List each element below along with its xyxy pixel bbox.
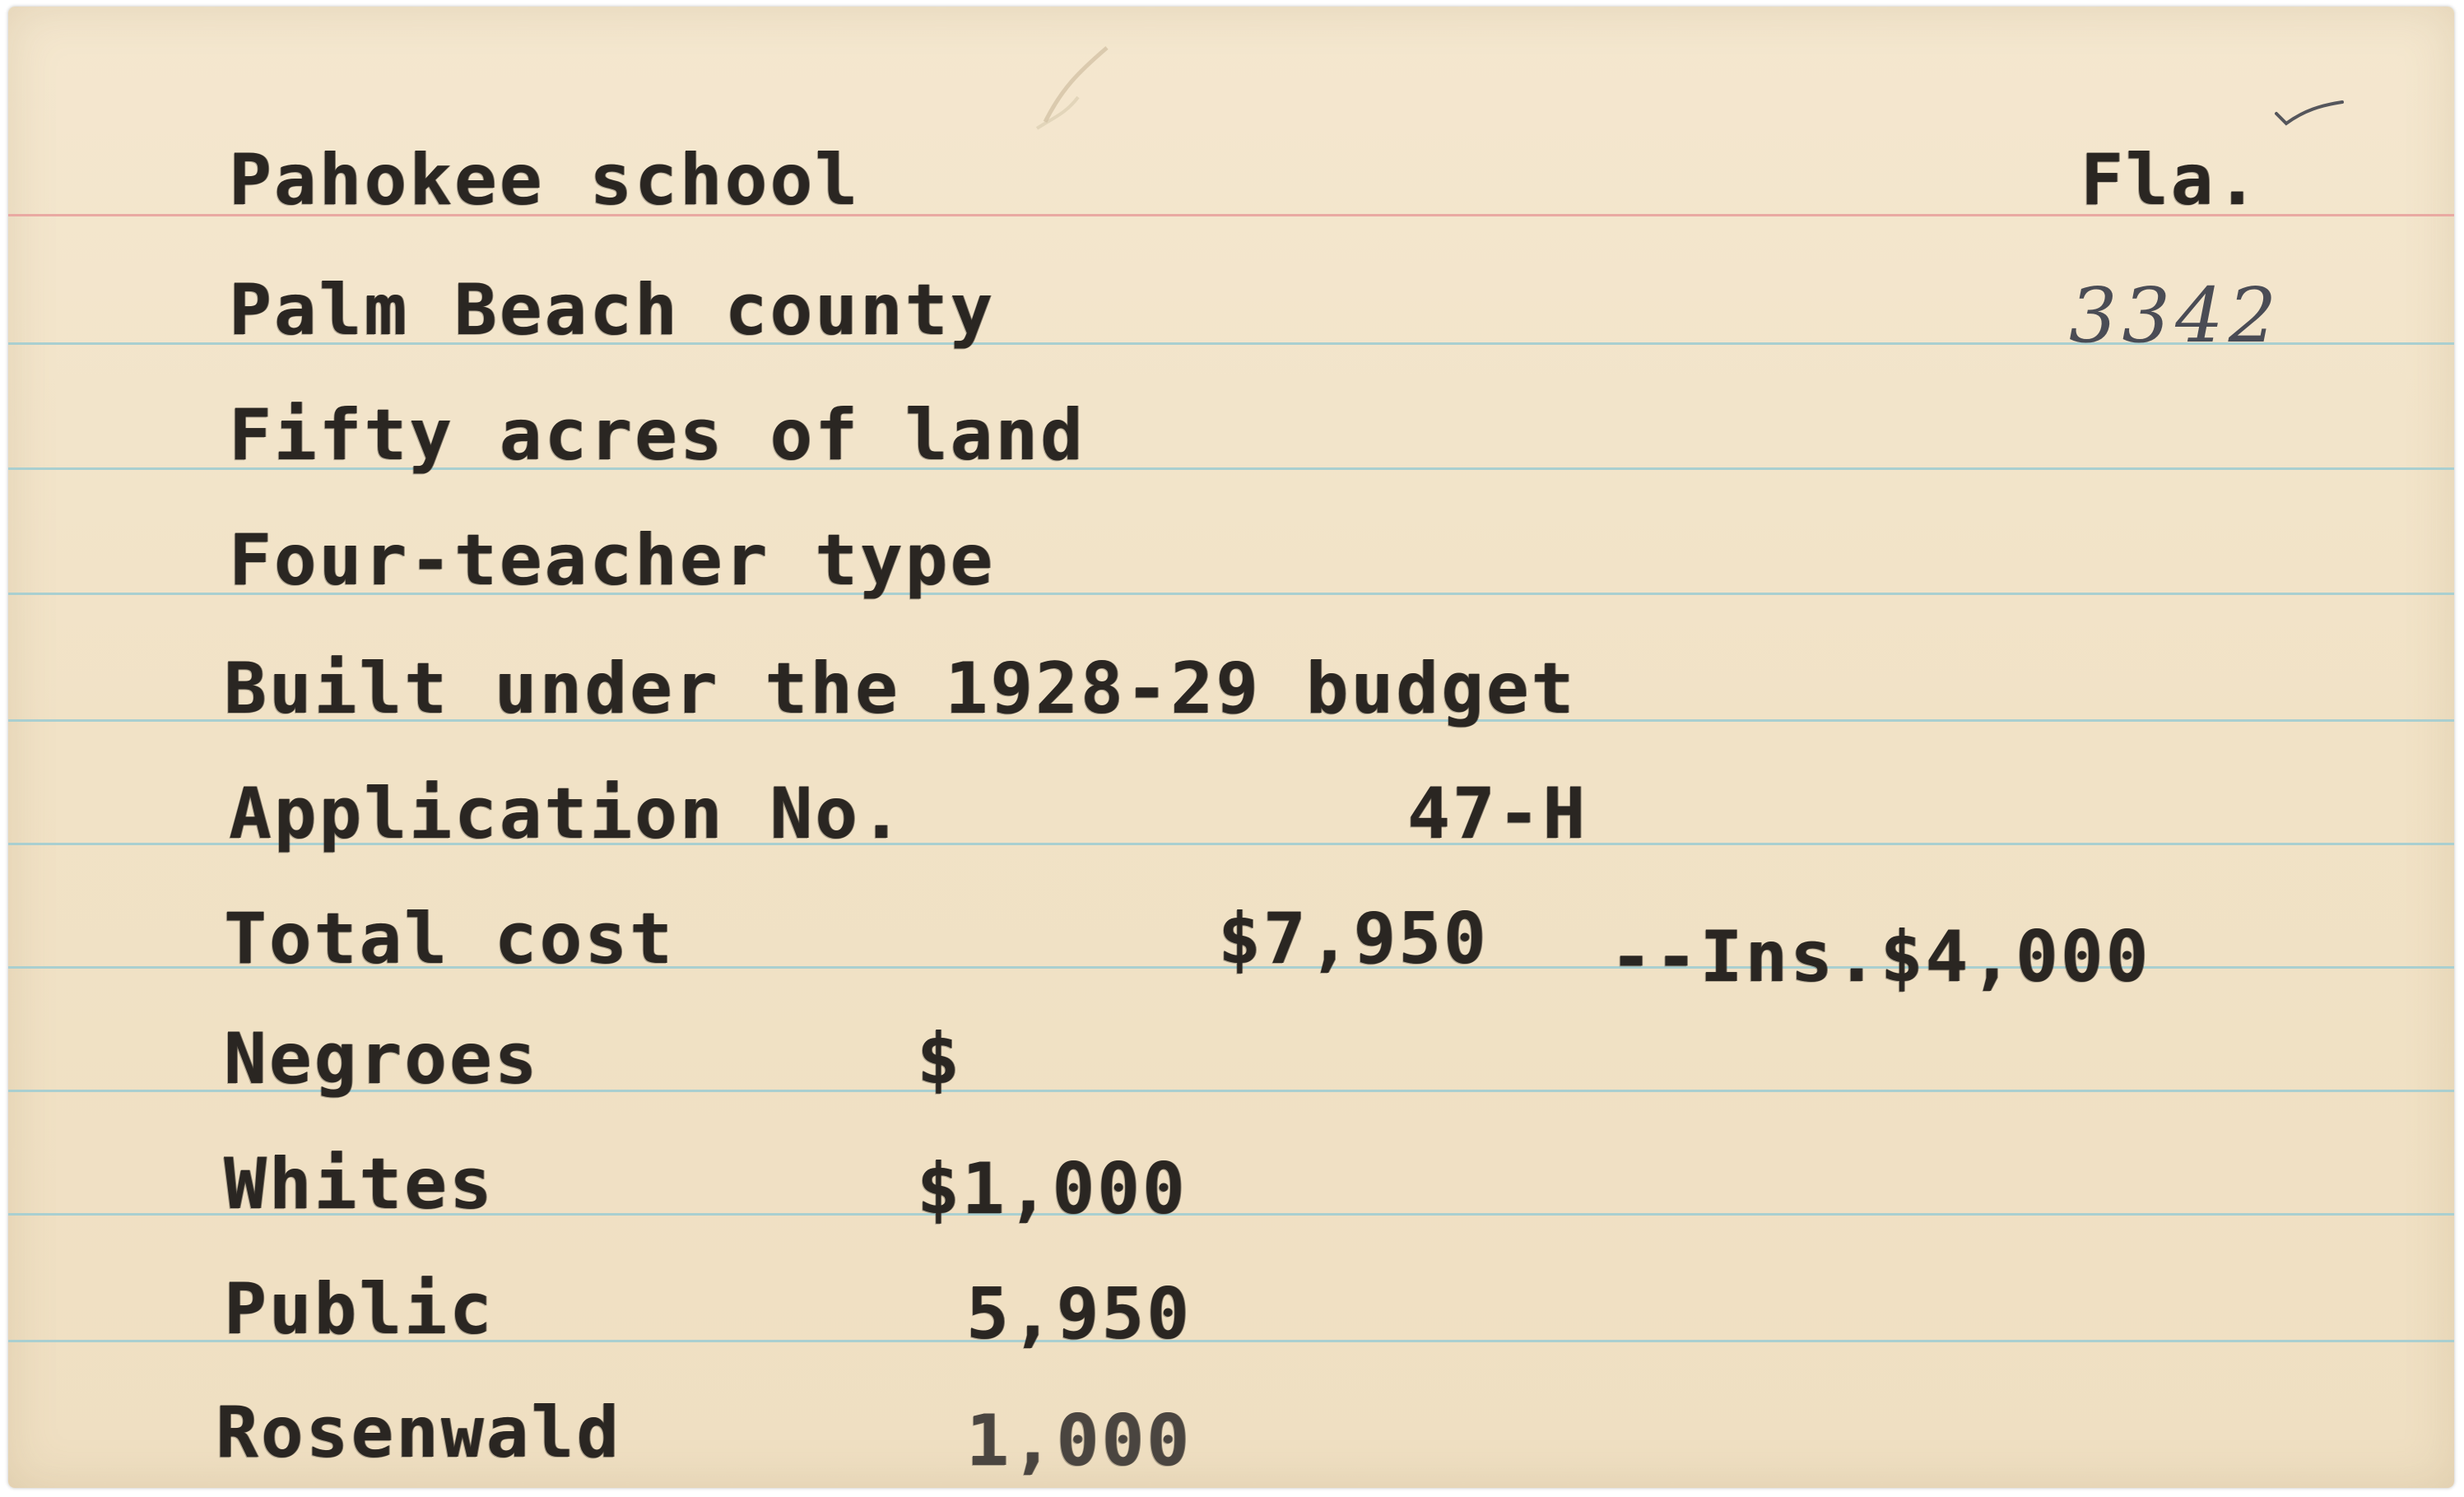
negroes-amount: $ <box>917 1018 962 1100</box>
school-name: Pahokee school <box>229 139 860 221</box>
application-label: Application No. <box>229 773 905 855</box>
check-mark-icon <box>2271 99 2345 132</box>
school-type: Four-teacher type <box>229 519 996 602</box>
county-name: Palm Beach county <box>229 269 996 351</box>
state-abbreviation: Fla. <box>2080 139 2262 221</box>
whites-label: Whites <box>224 1143 495 1225</box>
rosenwald-label: Rosenwald <box>216 1392 621 1474</box>
whites-amount: $1,000 <box>917 1148 1188 1230</box>
pencil-smudge <box>1029 40 1127 138</box>
budget-line: Built under the 1928-29 budget <box>224 648 1577 730</box>
total-cost-value: $7,950 <box>1218 898 1489 980</box>
total-cost-label: Total cost <box>224 898 675 980</box>
public-label: Public <box>224 1268 495 1351</box>
card-number: 3342 <box>2069 272 2282 360</box>
negroes-label: Negroes <box>224 1018 540 1100</box>
public-amount: 5,950 <box>966 1273 1192 1355</box>
index-card <box>8 7 2454 1488</box>
rosenwald-amount: 1,000 <box>966 1400 1192 1482</box>
insurance-value: --Ins.$4,000 <box>1610 916 2151 998</box>
land-description: Fifty acres of land <box>229 394 1086 477</box>
application-number: 47-H <box>1407 773 1588 855</box>
